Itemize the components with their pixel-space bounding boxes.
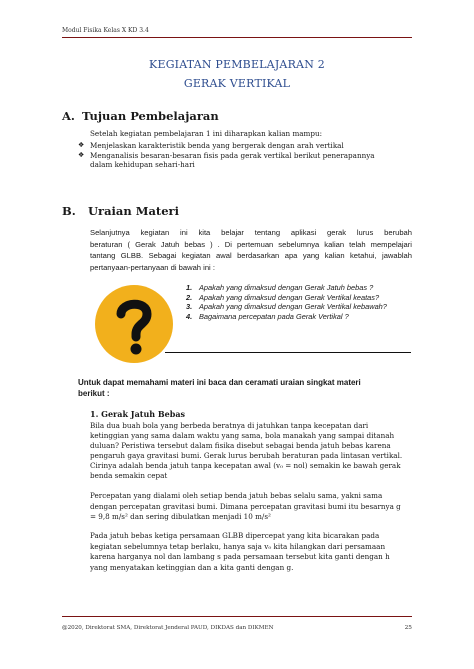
instruction-line: berikut : [78, 389, 110, 398]
intro-line: beraturan ( Gerak Jatuh bebas ) . Di pertemuan sebelumnya kalian telah mempelajari [90, 239, 412, 249]
intro-line: pertanyaan-pertanyaan di bawah ini : [90, 262, 215, 272]
question-mark-icon [94, 284, 174, 364]
objective-text: dalam kehidupan sehari-hari [90, 160, 195, 169]
free-fall-paragraph-1 [90, 421, 412, 481]
question-text: Apakah yang dimaksud dengan Gerak Vertikal kebawah? [199, 302, 387, 311]
instruction-line: Untuk dapat memahami materi ini baca dan ceramati uraian singkat materi [78, 378, 361, 387]
question-number: 4. [186, 311, 193, 321]
page-number: 25 [404, 625, 412, 631]
section-a-heading [62, 109, 219, 123]
paragraph-line: Cirinya adalah benda jatuh tanpa kecepatan awal (v₀ = nol) semakin ke bawah gerak [90, 461, 401, 470]
paragraph-line: pengaruh gaya gravitasi bumi. Gerak lurus berubah beraturan pada lintasan vertikal. [90, 451, 403, 460]
intro-line: Selanjutnya kegiatan ini kita belajar tentang aplikasi gerak lurus berubah [90, 228, 412, 237]
paragraph-line: dengan percepatan gravitasi bumi. Dimana percepatan gravitasi bumi itu besarnya g [90, 501, 401, 511]
paragraph-line: kegiatan sebelumnya tetap berlaku, hanya saja v₀ kita hilangkan dari persamaan [90, 541, 386, 551]
paragraph-line: benda semakin cepat [90, 471, 168, 480]
objective-text: Menjelaskan karakteristik benda yang bergerak dengan arah vertikal [90, 141, 344, 150]
paragraph-line: Percepatan yang dialami oleh setiap benda jatuh bebas selalu sama, yakni sama [90, 491, 383, 500]
footer-rule [62, 616, 412, 617]
footer-copyright: @2020, Direktorat SMA, Direktorat Jenderal PAUD, DIKDAS dan DIKMEN [62, 625, 274, 631]
section-a-intro: Setelah kegiatan pembelajaran 1 ini diharapkan kalian mampu: [90, 129, 323, 138]
section-a-title: Tujuan Pembelajaran [82, 109, 219, 123]
chapter-subtitle: GERAK VERTIKAL [183, 77, 291, 90]
section-b-letter: B. [62, 204, 76, 218]
paragraph-line: Bila dua buah bola yang berbeda beratnya di jatuhkan tanpa kecepatan dari [90, 421, 369, 430]
section-a-letter: A. [62, 109, 75, 123]
header-rule [62, 37, 412, 38]
instruction-text [78, 377, 418, 399]
question-text: Apakah yang dimaksud dengan Gerak Jatuh bebas ? [199, 283, 374, 292]
intro-line: tantang GLBB. Sebagai kegiatan awal berdasarkan apa yang kalian ketahui, jawablah [90, 251, 412, 260]
question-mark-illustration [94, 284, 174, 364]
subsection-heading: 1. Gerak Jatuh Bebas [90, 409, 185, 419]
question-number: 2. [186, 292, 193, 302]
diamond-bullet-icon: ❖ [78, 141, 85, 149]
chapter-title: KEGIATAN PEMBELAJARAN 2 [149, 58, 325, 71]
question-underline [165, 352, 411, 353]
question-text: Apakah yang dimaksud dengan Gerak Vertikal keatas? [199, 292, 380, 302]
section-b-heading [62, 204, 179, 218]
intro-paragraph [90, 227, 412, 273]
objective-text: Menganalisis besaran-besaran fisis pada gerak vertikal berikut penerapannya [90, 151, 375, 160]
question-number: 3. [186, 302, 193, 311]
running-header: Modul Fisika Kelas X KD 3.4 [62, 27, 149, 34]
paragraph-line: duluan? Peristiwa tersebut dalam fisika disebut sebagai benda jatuh bebas karena [90, 441, 391, 450]
paragraph-line: karena harganya nol dan lambang s pada persamaan tersebut kita ganti dengan h [90, 552, 390, 561]
paragraph-line: ketinggian yang sama dalam waktu yang sama, bola manakah yang sampai ditanah [90, 431, 395, 440]
section-b-title: Uraian Materi [88, 204, 179, 218]
free-fall-paragraph-2 [90, 491, 412, 523]
question-text: Bagaimana percepatan pada Gerak Vertikal ? [199, 311, 349, 321]
paragraph-line: yang menyatakan ketinggian dan a kita ganti dengan g. [90, 562, 294, 572]
paragraph-line: = 9,8 m/s² dan sering dibulatkan menjadi 10 m/s² [90, 512, 271, 521]
question-number: 1. [186, 283, 193, 292]
free-fall-paragraph-3 [90, 531, 412, 573]
paragraph-line: Pada jatuh bebas ketiga persamaan GLBB dipercepat yang kita bicarakan pada [90, 531, 380, 540]
diamond-bullet-icon: ❖ [78, 151, 85, 159]
